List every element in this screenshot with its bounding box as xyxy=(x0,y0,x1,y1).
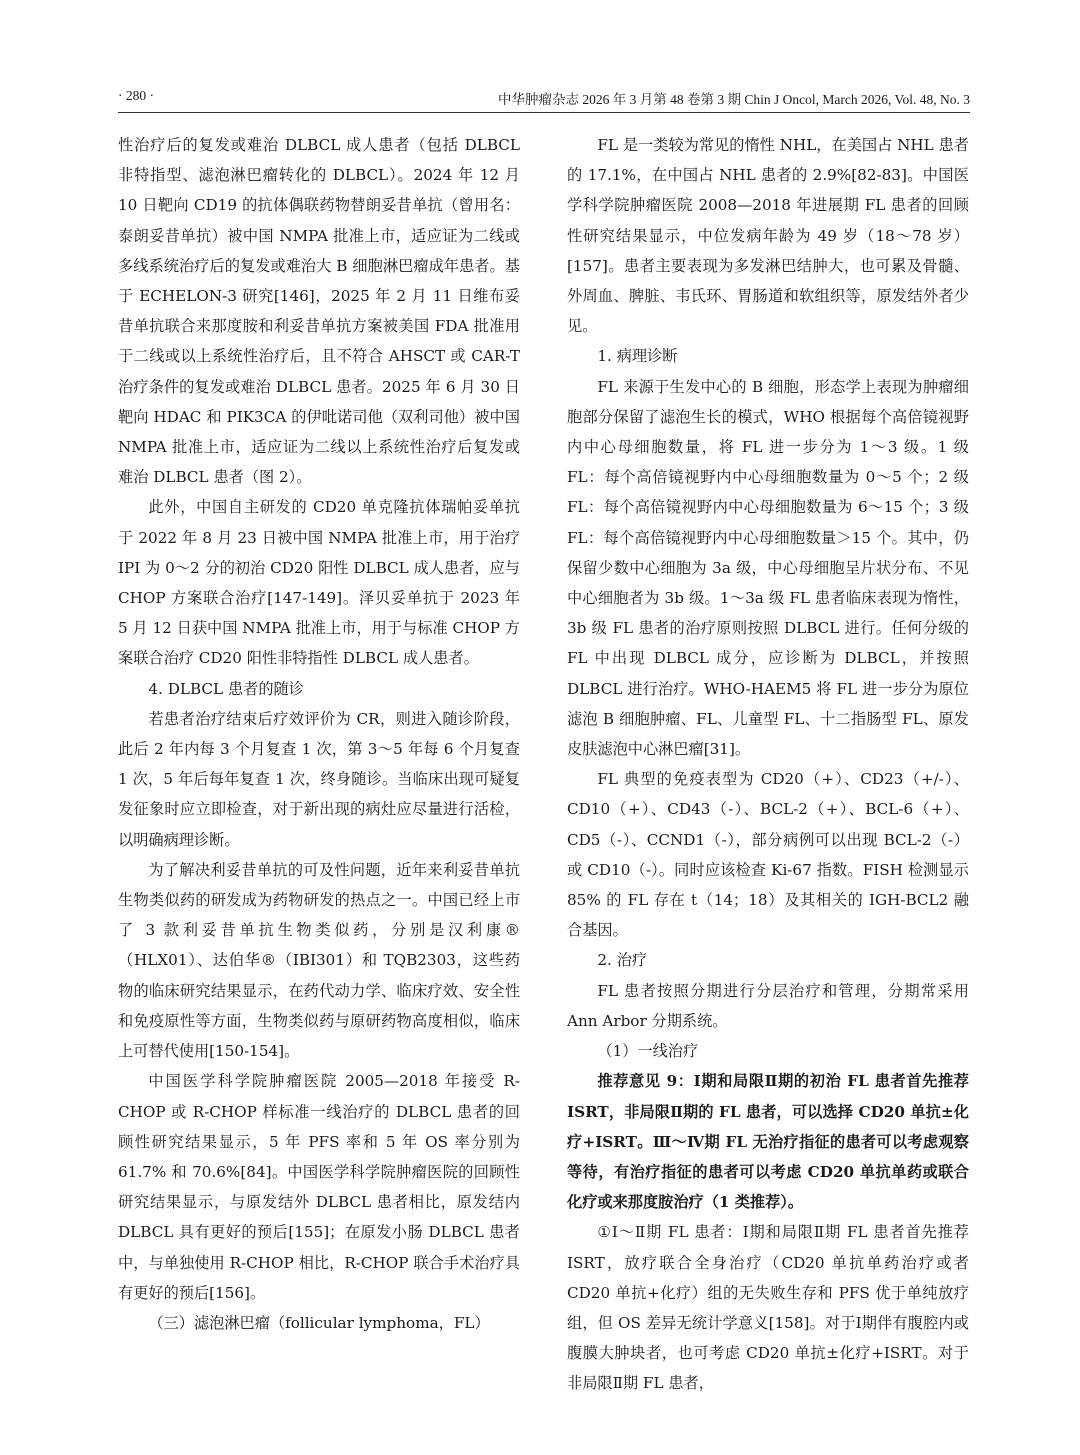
journal-citation: 中华肿瘤杂志 2026 年 3 月第 48 卷第 3 期 Chin J Oncol, March 2026, Vol. 48, No. 3 xyxy=(498,92,970,107)
paragraph-retrospective-study: 中国医学科学院肿瘤医院 2005—2018 年接受 R-CHOP 或 R-CHOP 样标准一线治疗的 DLBCL 患者的回顾性研究结果显示，5 年 PFS 率和 5 年 OS 率分别为 61.7% 和 70.6%[84]。中国医学科学院肿瘤医院的回顾性研究结果显示，与原发结外 DLBCL 患者相比，原发结内 DLBCL 具有更好的预后[155]；在原发小肠 DLBCL 患者中，与单独使用 R-CHOP 相比，R-CHOP 联合手术治疗具有更好的预后[156]。 xyxy=(118,1072,520,1302)
right-column xyxy=(567,130,969,1399)
paragraph-staging: FL 患者按照分期进行分层治疗和管理，分期常采用 Ann Arbor 分期系统。 xyxy=(567,981,969,1030)
section-heading-follicular-lymphoma: （三）滤泡淋巴瘤（follicular lymphoma，FL） xyxy=(148,1313,490,1332)
paragraph-cd20-antibodies: 此外，中国自主研发的 CD20 单克隆抗体瑞帕妥单抗于 2022 年 8 月 23 日被中国 NMPA 批准上市，用于治疗 IPI 为 0～2 分的初治 CD20 阳性 DLBCL 成人患者，应与 CHOP 方案联合治疗[147-149]。泽贝妥单抗于 2023 年 5 月 12 日获中国 NMPA 批准上市，用于与标准 CHOP 方案联合治疗 CD20 阳性非特指性 DLBCL 成人患者。 xyxy=(118,498,520,668)
paragraph-immunophenotype: FL 典型的免疫表型为 CD20（+）、CD23（+/-）、CD10（+）、CD43（-）、BCL-2（+）、BCL-6（+）、CD5（-）、CCND1（-），部分病例可以出现 BCL-2（-）或 CD10（-）。同时应该检查 Ki-67 指数。FISH 检测显示 85% 的 FL 存在 t（14；18）及其相关的 IGH-BCL2 融合基因。 xyxy=(567,770,969,940)
page-number: · 280 · xyxy=(118,88,154,103)
section-heading-first-line: （1）一线治疗 xyxy=(597,1042,699,1061)
section-heading-treatment: 2. 治疗 xyxy=(597,951,648,970)
paragraph-follow-up: 若患者治疗结束后疗效评价为 CR，则进入随诊阶段，此后 2 年内每 3 个月复查 1 次，第 3～5 年每 6 个月复查 1 次，5 年后每年复查 1 次，终身随诊。当临床出现可疑复发征象时应立即检查，对于新出现的病灶应尽量进行活检，以明确病理诊断。 xyxy=(118,709,520,849)
paragraph-stage-i-ii: ①Ⅰ～Ⅱ期 FL 患者：Ⅰ期和局限Ⅱ期 FL 患者首先推荐 ISRT，放疗联合全身治疗（CD20 单抗单药治疗或者 CD20 单抗+化疗）组的无失败生存和 PFS 优于单纯放疗组，但 OS 差异无统计学意义[158]。对于Ⅰ期伴有腹腔内或腹膜大肿块者，也可考虑 CD20 单抗±化疗+ISRT。对于非局限Ⅱ期 FL 患者， xyxy=(567,1223,969,1393)
page-header xyxy=(118,84,970,113)
recommendation-9: 推荐意见 9：Ⅰ期和局限Ⅱ期的初治 FL 患者首先推荐 ISRT，非局限Ⅱ期的 FL 患者，可以选择 CD20 单抗±化疗+ISRT。Ⅲ～Ⅳ期 FL 无治疗指征的患者可以考虑观察等待，有治疗指征的患者可以考虑 CD20 单抗单药或联合化疗或来那度胺治疗（1 类推荐）。 xyxy=(567,1072,969,1212)
paragraph-fl-overview: FL 是一类较为常见的惰性 NHL，在美国占 NHL 患者的 17.1%，在中国占 NHL 患者的 2.9%[82-83]。中国医学科学院肿瘤医院 2008—2018 年进展期 FL 患者的回顾性研究结果显示，中位发病年龄为 49 岁（18～78 岁）[157]。患者主要表现为多发淋巴结肿大，也可累及骨髓、外周血、脾脏、韦氏环、胃肠道和软组织等，原发结外者少见。 xyxy=(567,136,969,336)
section-heading-pathology: 1. 病理诊断 xyxy=(597,347,678,366)
left-column xyxy=(118,130,520,1338)
paragraph-pathology: FL 来源于生发中心的 B 细胞，形态学上表现为肿瘤细胞部分保留了滤泡生长的模式，WHO 根据每个高倍镜视野内中心母细胞数量，将 FL 进一步分为 1～3 级。1 级 FL：每个高倍镜视野内中心母细胞数量为 0～5 个；2 级 FL：每个高倍镜视野内中心母细胞数量为 6～15 个；3 级 FL：每个高倍镜视野内中心母细胞数量＞15 个。其中，仍保留少数中心细胞为 3a 级，中心母细胞呈片状分布、不见中心细胞者为 3b 级。1～3a 级 FL 患者临床表现为惰性，3b 级 FL 患者的治疗原则按照 DLBCL 进行。任何分级的 FL 中出现 DLBCL 成分，应诊断为 DLBCL，并按照 DLBCL 进行治疗。WHO-HAEM5 将 FL 进一步分为原位滤泡 B 细胞肿瘤、FL、儿童型 FL、十二指肠型 FL、原发皮肤滤泡中心淋巴瘤[31]。 xyxy=(567,377,969,759)
section-heading-dlbcl-follow-up: 4. DLBCL 患者的随诊 xyxy=(148,679,304,698)
paragraph-biosimilars: 为了解决利妥昔单抗的可及性问题，近年来利妥昔单抗生物类似药的研发成为药物研发的热点之一。中国已经上市了 3 款利妥昔单抗生物类似药，分别是汉利康®（HLX01）、达伯华®（IBI301）和 TQB2303，这些药物的临床研究结果显示，在药代动力学、临床疗效、安全性和免疫原性等方面，生物类似药与原研药物高度相似，临床上可替代使用[150-154]。 xyxy=(118,860,520,1061)
paragraph-dlbcl-approvals: 性治疗后的复发或难治 DLBCL 成人患者（包括 DLBCL 非特指型、滤泡淋巴瘤转化的 DLBCL）。2024 年 12 月 10 日靶向 CD19 的抗体偶联药物替朗妥昔单抗（曾用名：泰朗妥昔单抗）被中国 NMPA 批准上市，适应证为二线或多线系统治疗后的复发或难治大 B 细胞淋巴瘤成年患者。基于 ECHELON-3 研究[146]，2025 年 2 月 11 日维布妥昔单抗联合来那度胺和利妥昔单抗方案被美国 FDA 批准用于二线或以上系统性治疗后，且不符合 AHSCT 或 CAR-T 治疗条件的复发或难治 DLBCL 患者。2025 年 6 月 30 日靶向 HDAC 和 PIK3CA 的伊吡诺司他（双利司他）被中国 NMPA 批准上市，适应证为二线以上系统性治疗后复发或难治 DLBCL 患者（图 2）。 xyxy=(118,136,520,487)
